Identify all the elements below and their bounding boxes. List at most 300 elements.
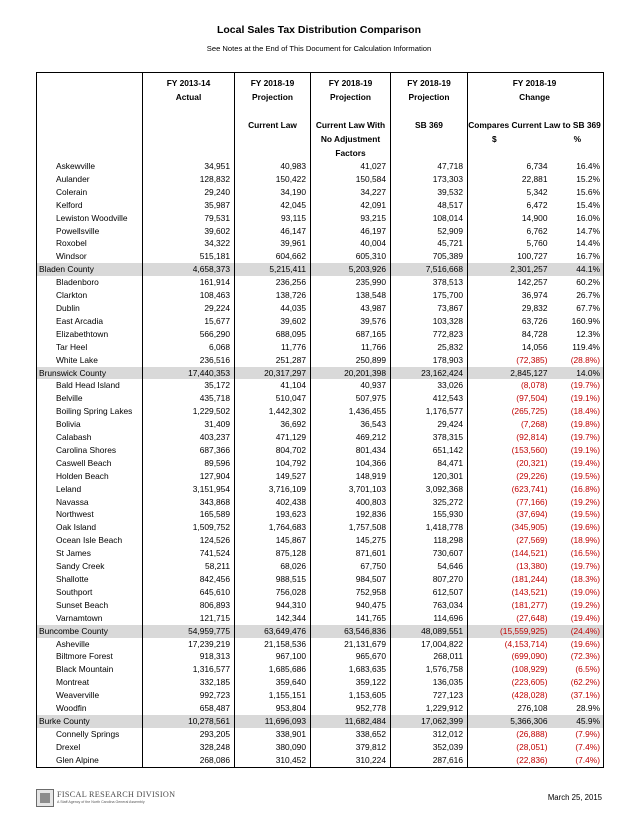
cell-sb369: 772,823: [391, 328, 468, 341]
cell-current-law: 3,716,109: [235, 483, 311, 496]
table-row: [37, 225, 604, 238]
cell-no-adjustment: 5,203,926: [311, 263, 391, 276]
cell-name: Askewville: [37, 160, 143, 173]
cell-actual: 566,290: [143, 328, 235, 341]
cell-actual: 35,172: [143, 379, 235, 392]
cell-actual: 15,677: [143, 315, 235, 328]
cell-current-law: 251,287: [235, 354, 311, 367]
cell-change-dollar: 36,974: [468, 289, 552, 302]
header-change-dollar: $: [492, 134, 497, 144]
table-row: [37, 728, 604, 741]
cell-actual: 435,718: [143, 392, 235, 405]
cell-name: East Arcadia: [37, 315, 143, 328]
table-row: [37, 508, 604, 521]
table-row: [37, 405, 604, 418]
cell-current-law: 338,901: [235, 728, 311, 741]
table-row: [37, 160, 604, 173]
table-row: [37, 302, 604, 315]
cell-current-law: 68,026: [235, 560, 311, 573]
table-row: [37, 586, 604, 599]
cell-change-dollar: 29,832: [468, 302, 552, 315]
cell-sb369: 705,389: [391, 250, 468, 263]
cell-name: Glen Alpine: [37, 754, 143, 767]
cell-current-law: 11,696,093: [235, 715, 311, 728]
cell-change-pct: (37.1%): [552, 689, 604, 702]
cell-sb369: 312,012: [391, 728, 468, 741]
cell-change-pct: 15.2%: [552, 173, 604, 186]
cell-current-law: 20,317,297: [235, 367, 311, 380]
cell-sb369: 325,272: [391, 496, 468, 509]
cell-change-pct: 15.4%: [552, 199, 604, 212]
table-row: [37, 483, 604, 496]
cell-change-dollar: (4,153,714): [468, 638, 552, 651]
cell-current-law: 236,256: [235, 276, 311, 289]
table-row: [37, 212, 604, 225]
table-row: [37, 392, 604, 405]
cell-no-adjustment: 752,958: [311, 586, 391, 599]
cell-sb369: 73,867: [391, 302, 468, 315]
cell-sb369: 48,089,551: [391, 625, 468, 638]
cell-no-adjustment: 40,004: [311, 237, 391, 250]
cell-change-dollar: (92,814): [468, 431, 552, 444]
cell-change-pct: 44.1%: [552, 263, 604, 276]
cell-current-law: 93,115: [235, 212, 311, 225]
cell-sb369: 47,718: [391, 160, 468, 173]
cell-change-pct: 12.3%: [552, 328, 604, 341]
cell-change-dollar: (29,226): [468, 470, 552, 483]
cell-change-dollar: 63,726: [468, 315, 552, 328]
cell-no-adjustment: 871,601: [311, 547, 391, 560]
cell-name: Asheville: [37, 638, 143, 651]
cell-name: Connelly Springs: [37, 728, 143, 741]
cell-change-dollar: (8,078): [468, 379, 552, 392]
table-row: [37, 276, 604, 289]
cell-actual: 31,409: [143, 418, 235, 431]
cell-actual: 328,248: [143, 741, 235, 754]
cell-no-adjustment: 3,701,103: [311, 483, 391, 496]
cell-change-dollar: (20,321): [468, 457, 552, 470]
table-row: [37, 328, 604, 341]
cell-change-dollar: (22,836): [468, 754, 552, 767]
cell-no-adjustment: 145,275: [311, 534, 391, 547]
cell-change-dollar: 5,366,306: [468, 715, 552, 728]
cell-name: Oak Island: [37, 521, 143, 534]
cell-name: Powellsville: [37, 225, 143, 238]
table-row: [37, 650, 604, 663]
cell-change-dollar: 14,900: [468, 212, 552, 225]
cell-change-dollar: (108,929): [468, 663, 552, 676]
cell-actual: 29,224: [143, 302, 235, 315]
cell-no-adjustment: 250,899: [311, 354, 391, 367]
cell-change-pct: (19.6%): [552, 521, 604, 534]
cell-current-law: 875,128: [235, 547, 311, 560]
cell-change-dollar: (345,905): [468, 521, 552, 534]
cell-actual: 124,526: [143, 534, 235, 547]
cell-change-pct: (19.4%): [552, 457, 604, 470]
header-name: [37, 73, 143, 161]
cell-no-adjustment: 42,091: [311, 199, 391, 212]
cell-no-adjustment: 41,027: [311, 160, 391, 173]
cell-actual: 34,951: [143, 160, 235, 173]
table-row: [37, 547, 604, 560]
cell-actual: 645,610: [143, 586, 235, 599]
cell-current-law: 380,090: [235, 741, 311, 754]
cell-current-law: 944,310: [235, 599, 311, 612]
cell-no-adjustment: 93,215: [311, 212, 391, 225]
cell-change-dollar: 22,881: [468, 173, 552, 186]
cell-change-dollar: (28,051): [468, 741, 552, 754]
cell-name: Calabash: [37, 431, 143, 444]
cell-sb369: 25,832: [391, 341, 468, 354]
county-row: [37, 367, 604, 380]
cell-change-dollar: (623,741): [468, 483, 552, 496]
cell-no-adjustment: 965,670: [311, 650, 391, 663]
cell-sb369: 412,543: [391, 392, 468, 405]
cell-change-dollar: 5,342: [468, 186, 552, 199]
table-row: [37, 534, 604, 547]
cell-actual: 39,602: [143, 225, 235, 238]
cell-actual: 121,715: [143, 612, 235, 625]
cell-change-pct: (19.7%): [552, 431, 604, 444]
cell-change-pct: 28.9%: [552, 702, 604, 715]
cell-actual: 268,086: [143, 754, 235, 767]
cell-name: Kelford: [37, 199, 143, 212]
cell-actual: 29,240: [143, 186, 235, 199]
cell-sb369: 612,507: [391, 586, 468, 599]
cell-change-dollar: (77,166): [468, 496, 552, 509]
cell-no-adjustment: 141,765: [311, 612, 391, 625]
table-row: [37, 173, 604, 186]
header-actual: FY 2013-14 Actual: [143, 73, 235, 161]
cell-no-adjustment: 1,683,635: [311, 663, 391, 676]
cell-current-law: 756,028: [235, 586, 311, 599]
cell-sb369: 155,930: [391, 508, 468, 521]
cell-no-adjustment: 39,576: [311, 315, 391, 328]
cell-change-pct: (24.4%): [552, 625, 604, 638]
table-row: [37, 237, 604, 250]
cell-change-dollar: 6,734: [468, 160, 552, 173]
cell-current-law: 138,726: [235, 289, 311, 302]
cell-current-law: 40,983: [235, 160, 311, 173]
cell-name: Varnamtown: [37, 612, 143, 625]
cell-actual: 10,278,561: [143, 715, 235, 728]
cell-current-law: 44,035: [235, 302, 311, 315]
cell-change-dollar: 142,257: [468, 276, 552, 289]
cell-no-adjustment: 379,812: [311, 741, 391, 754]
cell-change-pct: (18.3%): [552, 573, 604, 586]
table-row: [37, 560, 604, 573]
page-title: Local Sales Tax Distribution Comparison: [216, 24, 421, 36]
cell-actual: 741,524: [143, 547, 235, 560]
cell-no-adjustment: 507,975: [311, 392, 391, 405]
cell-change-pct: 119.4%: [552, 341, 604, 354]
cell-sb369: 3,092,368: [391, 483, 468, 496]
cell-sb369: 136,035: [391, 676, 468, 689]
cell-name: St James: [37, 547, 143, 560]
table-row: [37, 199, 604, 212]
cell-no-adjustment: 67,750: [311, 560, 391, 573]
cell-current-law: 149,527: [235, 470, 311, 483]
cell-change-pct: 15.6%: [552, 186, 604, 199]
cell-change-pct: (16.5%): [552, 547, 604, 560]
table-row: [37, 315, 604, 328]
cell-no-adjustment: 235,990: [311, 276, 391, 289]
table-row: [37, 573, 604, 586]
cell-change-dollar: (27,569): [468, 534, 552, 547]
cell-sb369: 763,034: [391, 599, 468, 612]
cell-sb369: 727,123: [391, 689, 468, 702]
cell-actual: 992,723: [143, 689, 235, 702]
cell-name: Buncombe County: [37, 625, 143, 638]
cell-actual: 165,589: [143, 508, 235, 521]
cell-sb369: 48,517: [391, 199, 468, 212]
header-current-law: FY 2018-19 Projection Current Law: [235, 73, 311, 161]
cell-change-pct: 60.2%: [552, 276, 604, 289]
cell-sb369: 7,516,668: [391, 263, 468, 276]
cell-current-law: 5,215,411: [235, 263, 311, 276]
cell-current-law: 41,104: [235, 379, 311, 392]
county-row: [37, 715, 604, 728]
cell-no-adjustment: 605,310: [311, 250, 391, 263]
cell-name: Southport: [37, 586, 143, 599]
cell-actual: 127,904: [143, 470, 235, 483]
cell-change-dollar: (181,277): [468, 599, 552, 612]
header-change-pct: %: [573, 134, 582, 144]
cell-current-law: 1,155,151: [235, 689, 311, 702]
cell-sb369: 84,471: [391, 457, 468, 470]
cell-change-dollar: 100,727: [468, 250, 552, 263]
cell-change-dollar: 6,472: [468, 199, 552, 212]
cell-sb369: 52,909: [391, 225, 468, 238]
cell-current-law: 359,640: [235, 676, 311, 689]
cell-no-adjustment: 11,766: [311, 341, 391, 354]
header-change: FY 2018-19 Change Compares Current Law to SB 369 $ %: [468, 73, 604, 161]
header-no-adjustment: FY 2018-19 Projection Current Law With No Adjustment Factors: [311, 73, 391, 161]
cell-no-adjustment: 40,937: [311, 379, 391, 392]
cell-sb369: 23,162,424: [391, 367, 468, 380]
table-header: [37, 73, 604, 161]
cell-no-adjustment: 400,803: [311, 496, 391, 509]
cell-no-adjustment: 63,546,836: [311, 625, 391, 638]
cell-sb369: 352,039: [391, 741, 468, 754]
cell-change-dollar: (143,521): [468, 586, 552, 599]
cell-change-dollar: (72,385): [468, 354, 552, 367]
cell-change-dollar: (13,380): [468, 560, 552, 573]
cell-current-law: 688,095: [235, 328, 311, 341]
cell-change-dollar: (37,694): [468, 508, 552, 521]
cell-sb369: 103,328: [391, 315, 468, 328]
cell-no-adjustment: 104,366: [311, 457, 391, 470]
cell-change-dollar: 5,760: [468, 237, 552, 250]
table-row: [37, 418, 604, 431]
cell-name: Bladenboro: [37, 276, 143, 289]
cell-no-adjustment: 46,197: [311, 225, 391, 238]
page-subtitle: See Notes at the End of This Document for Calculation Information: [206, 44, 432, 53]
cell-no-adjustment: 940,475: [311, 599, 391, 612]
cell-actual: 54,959,775: [143, 625, 235, 638]
cell-name: Holden Beach: [37, 470, 143, 483]
table-row: [37, 612, 604, 625]
cell-name: Shallotte: [37, 573, 143, 586]
cell-current-law: 310,452: [235, 754, 311, 767]
cell-sb369: 39,532: [391, 186, 468, 199]
cell-actual: 4,658,373: [143, 263, 235, 276]
cell-no-adjustment: 21,131,679: [311, 638, 391, 651]
cell-current-law: 1,442,302: [235, 405, 311, 418]
cell-sb369: 378,315: [391, 431, 468, 444]
cell-change-pct: (19.7%): [552, 560, 604, 573]
cell-actual: 34,322: [143, 237, 235, 250]
cell-change-pct: (7.4%): [552, 754, 604, 767]
cell-current-law: 604,662: [235, 250, 311, 263]
cell-name: Colerain: [37, 186, 143, 199]
cell-change-pct: (19.6%): [552, 638, 604, 651]
cell-actual: 79,531: [143, 212, 235, 225]
cell-name: Navassa: [37, 496, 143, 509]
cell-no-adjustment: 984,507: [311, 573, 391, 586]
cell-change-dollar: (26,888): [468, 728, 552, 741]
cell-name: Clarkton: [37, 289, 143, 302]
cell-name: Northwest: [37, 508, 143, 521]
table-row: [37, 599, 604, 612]
cell-name: Caswell Beach: [37, 457, 143, 470]
cell-actual: 89,596: [143, 457, 235, 470]
table-row: [37, 431, 604, 444]
cell-current-law: 39,961: [235, 237, 311, 250]
cell-change-dollar: (153,560): [468, 444, 552, 457]
cell-actual: 1,509,752: [143, 521, 235, 534]
cell-sb369: 268,011: [391, 650, 468, 663]
cell-name: Belville: [37, 392, 143, 405]
county-row: [37, 263, 604, 276]
cell-sb369: 651,142: [391, 444, 468, 457]
cell-change-pct: 14.4%: [552, 237, 604, 250]
cell-name: Leland: [37, 483, 143, 496]
cell-change-dollar: 276,108: [468, 702, 552, 715]
cell-name: White Lake: [37, 354, 143, 367]
table-row: [37, 379, 604, 392]
cell-name: Lewiston Woodville: [37, 212, 143, 225]
cell-name: Brunswick County: [37, 367, 143, 380]
cell-sb369: 17,062,399: [391, 715, 468, 728]
cell-no-adjustment: 11,682,484: [311, 715, 391, 728]
cell-sb369: 807,270: [391, 573, 468, 586]
cell-sb369: 287,616: [391, 754, 468, 767]
cell-no-adjustment: 1,436,455: [311, 405, 391, 418]
cell-no-adjustment: 138,548: [311, 289, 391, 302]
cell-actual: 3,151,954: [143, 483, 235, 496]
cell-name: Elizabethtown: [37, 328, 143, 341]
table-row: [37, 470, 604, 483]
cell-no-adjustment: 469,212: [311, 431, 391, 444]
cell-actual: 236,516: [143, 354, 235, 367]
cell-change-dollar: 84,728: [468, 328, 552, 341]
cell-change-pct: (19.4%): [552, 612, 604, 625]
cell-no-adjustment: 36,543: [311, 418, 391, 431]
cell-current-law: 142,344: [235, 612, 311, 625]
cell-change-pct: 67.7%: [552, 302, 604, 315]
cell-name: Bald Head Island: [37, 379, 143, 392]
distribution-table: [36, 72, 604, 768]
cell-actual: 515,181: [143, 250, 235, 263]
logo-tagline: A Staff Agency of the North Carolina General Assembly: [57, 800, 145, 804]
cell-change-dollar: (97,504): [468, 392, 552, 405]
table-row: [37, 689, 604, 702]
cell-change-pct: (19.5%): [552, 508, 604, 521]
cell-current-law: 63,649,476: [235, 625, 311, 638]
cell-current-law: 21,158,536: [235, 638, 311, 651]
cell-name: Burke County: [37, 715, 143, 728]
cell-actual: 332,185: [143, 676, 235, 689]
cell-name: Boiling Spring Lakes: [37, 405, 143, 418]
cell-current-law: 193,623: [235, 508, 311, 521]
cell-actual: 17,239,219: [143, 638, 235, 651]
cell-name: Drexel: [37, 741, 143, 754]
cell-actual: 108,463: [143, 289, 235, 302]
table-body: [37, 160, 604, 767]
cell-name: Sandy Creek: [37, 560, 143, 573]
cell-change-pct: (16.8%): [552, 483, 604, 496]
cell-name: Dublin: [37, 302, 143, 315]
cell-no-adjustment: 192,836: [311, 508, 391, 521]
cell-no-adjustment: 1,757,508: [311, 521, 391, 534]
cell-no-adjustment: 952,778: [311, 702, 391, 715]
cell-name: Bolivia: [37, 418, 143, 431]
cell-change-dollar: (27,648): [468, 612, 552, 625]
cell-change-pct: (7.9%): [552, 728, 604, 741]
cell-current-law: 145,867: [235, 534, 311, 547]
cell-change-dollar: (15,559,925): [468, 625, 552, 638]
cell-current-law: 1,685,686: [235, 663, 311, 676]
cell-name: Carolina Shores: [37, 444, 143, 457]
cell-change-pct: (19.2%): [552, 599, 604, 612]
cell-sb369: 33,026: [391, 379, 468, 392]
cell-change-pct: 16.0%: [552, 212, 604, 225]
cell-change-pct: (18.4%): [552, 405, 604, 418]
table-row: [37, 186, 604, 199]
cell-sb369: 175,700: [391, 289, 468, 302]
cell-current-law: 953,804: [235, 702, 311, 715]
cell-sb369: 120,301: [391, 470, 468, 483]
cell-change-pct: 14.0%: [552, 367, 604, 380]
cell-sb369: 378,513: [391, 276, 468, 289]
cell-current-law: 46,147: [235, 225, 311, 238]
table-row: [37, 457, 604, 470]
cell-name: Ocean Isle Beach: [37, 534, 143, 547]
cell-current-law: 988,515: [235, 573, 311, 586]
cell-sb369: 1,176,577: [391, 405, 468, 418]
cell-change-dollar: (144,521): [468, 547, 552, 560]
cell-change-dollar: (7,268): [468, 418, 552, 431]
cell-no-adjustment: 359,122: [311, 676, 391, 689]
cell-change-pct: 16.7%: [552, 250, 604, 263]
cell-actual: 58,211: [143, 560, 235, 573]
cell-change-pct: 45.9%: [552, 715, 604, 728]
cell-current-law: 42,045: [235, 199, 311, 212]
cell-current-law: 36,692: [235, 418, 311, 431]
cell-no-adjustment: 310,224: [311, 754, 391, 767]
cell-change-dollar: 2,301,257: [468, 263, 552, 276]
cell-current-law: 471,129: [235, 431, 311, 444]
cell-actual: 403,237: [143, 431, 235, 444]
cell-change-dollar: (181,244): [468, 573, 552, 586]
county-row: [37, 625, 604, 638]
cell-name: Montreat: [37, 676, 143, 689]
cell-sb369: 45,721: [391, 237, 468, 250]
table-row: [37, 754, 604, 767]
cell-current-law: 1,764,683: [235, 521, 311, 534]
cell-change-pct: (19.5%): [552, 470, 604, 483]
